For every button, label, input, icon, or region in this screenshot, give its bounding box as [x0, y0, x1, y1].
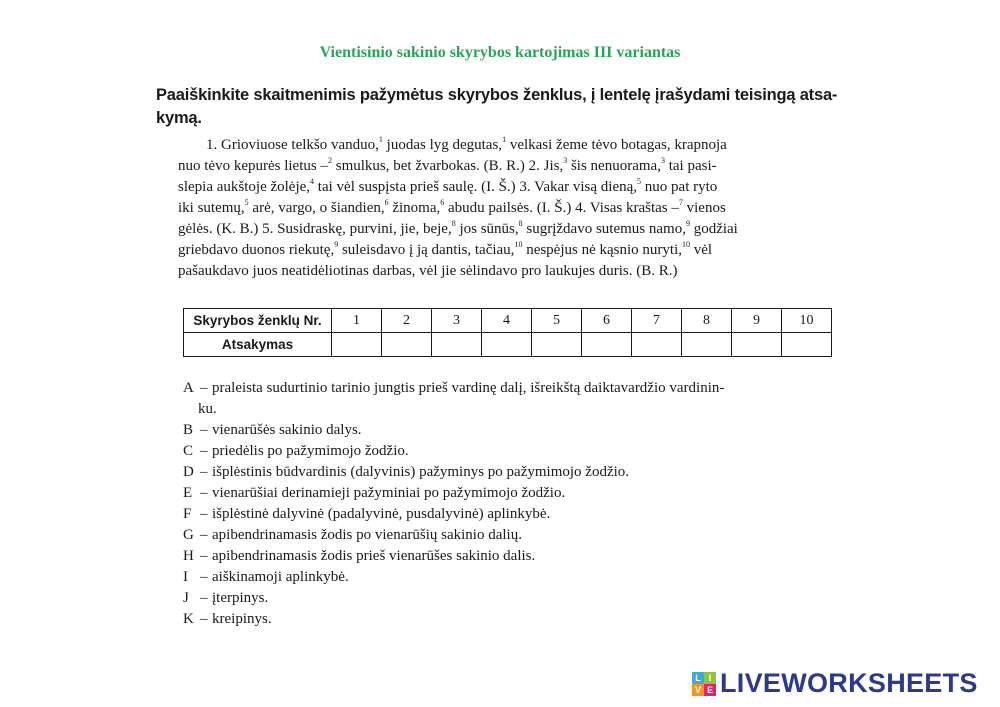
- option-item: [183, 462, 843, 483]
- number-cell: 6: [582, 309, 632, 333]
- option-dash: –: [200, 590, 208, 606]
- paragraph-text: smulkus, bet žvarbokas. (B. R.) 2. Jis,: [331, 158, 564, 174]
- option-letter: G: [183, 527, 194, 543]
- answer-row-label: Atsakymas: [184, 333, 332, 357]
- option-dash: –: [200, 485, 208, 501]
- option-text: vienarūšiai derinamieji pažyminiai po pažymimojo žodžio.: [212, 485, 566, 501]
- options-list: [183, 378, 843, 630]
- paragraph-text: gėlės. (K. B.) 5. Susidraskę, purvini, jie, beje,: [178, 221, 452, 237]
- option-dash: –: [200, 569, 208, 585]
- punctuation-mark-number: 3: [660, 156, 665, 165]
- paragraph-line: [178, 261, 834, 282]
- paragraph-text: 1. Grioviuose telkšo vanduo,: [206, 137, 379, 153]
- option-letter: I: [183, 569, 188, 585]
- option-letter: H: [183, 548, 194, 564]
- answer-row: [184, 333, 832, 357]
- option-item: [183, 504, 843, 525]
- paragraph-text: nuo pat ryto: [641, 179, 718, 195]
- paragraph-text: nuo tėvo kepurės lietus –: [178, 158, 328, 174]
- option-item: [183, 567, 843, 588]
- liveworksheets-logo: [692, 668, 978, 699]
- logo-mark-letter: L: [692, 672, 704, 684]
- option-letter: J: [183, 590, 189, 606]
- answer-cell-1[interactable]: [332, 333, 382, 357]
- instruction-line: kymą.: [156, 109, 202, 127]
- paragraph-text: pašaukdavo juos neatidėliotinas darbas, vėl jie sėlindavo pro laukujes duris. (B. R.): [178, 263, 678, 279]
- option-dash: –: [200, 548, 208, 564]
- paragraph-line: [178, 219, 834, 240]
- paragraph-text: nespėjus nė kąsnio nuryti,: [522, 242, 682, 258]
- paragraph-text: juodas lyg degutas,: [382, 137, 503, 153]
- option-text: išplėstinė dalyvinė (padalyvinė, pusdalyvinė) aplinkybė.: [212, 506, 551, 522]
- number-cell: 3: [432, 309, 482, 333]
- punctuation-mark-number: 10: [682, 240, 690, 249]
- paragraph-line: [178, 198, 834, 219]
- option-text: išplėstinis būdvardinis (dalyvinis) pažyminys po pažymimojo žodžio.: [212, 464, 630, 480]
- option-item: [183, 420, 843, 441]
- paragraph-line: [178, 240, 834, 261]
- option-dash: –: [200, 464, 208, 480]
- page-title: Vientisinio sakinio skyrybos kartojimas III variantas: [319, 44, 681, 61]
- answer-table: [183, 308, 832, 357]
- option-dash: –: [200, 611, 208, 627]
- option-letter: F: [183, 506, 192, 522]
- number-row-label: Skyrybos ženklų Nr.: [184, 309, 332, 333]
- option-letter: C: [183, 443, 194, 459]
- instruction: [156, 84, 840, 130]
- paragraph-text: žinoma,: [388, 200, 441, 216]
- answer-cell-2[interactable]: [382, 333, 432, 357]
- option-item: [183, 588, 843, 609]
- number-cell: 8: [682, 309, 732, 333]
- number-cell: 1: [332, 309, 382, 333]
- option-text: praleista sudurtinio tarinio jungtis prieš vardinę dalį, išreikštą daiktavardžio vardinin-: [212, 380, 725, 396]
- paragraph-text: iki sutemų,: [178, 200, 245, 216]
- punctuation-mark-number: 6: [440, 198, 445, 207]
- punctuation-mark-number: 1: [378, 135, 383, 144]
- answer-cell-4[interactable]: [482, 333, 532, 357]
- option-letter: D: [183, 464, 194, 480]
- paragraph-text: sugrįždavo sutemus namo,: [522, 221, 686, 237]
- exercise-paragraph: [178, 135, 834, 282]
- logo-mark-letter: E: [704, 684, 716, 696]
- logo-mark-letter: V: [692, 684, 704, 696]
- number-cell: 2: [382, 309, 432, 333]
- paragraph-text: jos sūnūs,: [455, 221, 519, 237]
- option-item: [183, 546, 843, 567]
- instruction-line: Paaiškinkite skaitmenimis pažymėtus skyrybos ženklus, į lentelę įrašydami teisingą atsa-: [156, 86, 838, 104]
- option-letter: K: [183, 611, 194, 627]
- paragraph-text: slepia aukštoje žolėje,: [178, 179, 311, 195]
- answer-cell-6[interactable]: [582, 333, 632, 357]
- paragraph-text: griebdavo duonos riekutę,: [178, 242, 335, 258]
- option-item: [183, 399, 843, 420]
- punctuation-mark-number: 4: [310, 177, 315, 186]
- logo-text: LIVEWORKSHEETS: [720, 668, 978, 698]
- punctuation-mark-number: 5: [637, 177, 642, 186]
- option-dash: –: [200, 506, 208, 522]
- punctuation-mark-number: 3: [563, 156, 568, 165]
- option-dash: –: [200, 422, 208, 438]
- number-cell: 7: [632, 309, 682, 333]
- option-text: apibendrinamasis žodis prieš vienarūšes sakinio dalis.: [212, 548, 536, 564]
- paragraph-text: abudu pailsės. (I. Š.) 4. Visas kraštas –: [444, 200, 679, 216]
- punctuation-mark-number: 2: [327, 156, 332, 165]
- paragraph-text: šis nenuorama,: [567, 158, 661, 174]
- punctuation-mark-number: 1: [502, 135, 507, 144]
- option-text: ku.: [198, 401, 217, 417]
- option-item: [183, 609, 843, 630]
- option-dash: –: [200, 527, 208, 543]
- answer-cell-10[interactable]: [782, 333, 832, 357]
- punctuation-mark-number: 5: [244, 198, 249, 207]
- option-item: [183, 525, 843, 546]
- paragraph-line: [178, 177, 834, 198]
- option-dash: –: [200, 380, 208, 396]
- option-text: įterpinys.: [212, 590, 269, 606]
- number-row: [184, 309, 832, 333]
- punctuation-mark-number: 6: [384, 198, 389, 207]
- option-letter: A: [183, 380, 194, 396]
- answer-cell-8[interactable]: [682, 333, 732, 357]
- option-item: [183, 483, 843, 504]
- answer-cell-9[interactable]: [732, 333, 782, 357]
- paragraph-line: [178, 156, 834, 177]
- option-item: [183, 441, 843, 462]
- number-cell: 5: [532, 309, 582, 333]
- option-text: priedėlis po pažymimojo žodžio.: [212, 443, 409, 459]
- option-text: aiškinamoji aplinkybė.: [212, 569, 349, 585]
- option-letter: E: [183, 485, 193, 501]
- paragraph-text: vienos: [682, 200, 726, 216]
- option-dash: –: [200, 443, 208, 459]
- paragraph-text: vėl: [690, 242, 713, 258]
- number-cell: 4: [482, 309, 532, 333]
- option-text: apibendrinamasis žodis po vienarūšių sakinio dalių.: [212, 527, 522, 543]
- punctuation-mark-number: 7: [678, 198, 683, 207]
- option-text: vienarūšės sakinio dalys.: [212, 422, 362, 438]
- punctuation-mark-number: 8: [451, 219, 456, 228]
- punctuation-mark-number: 9: [334, 240, 339, 249]
- option-item: [183, 378, 843, 399]
- number-cell: 10: [782, 309, 832, 333]
- logo-mark-icon: [692, 672, 716, 696]
- punctuation-mark-number: 10: [514, 240, 523, 249]
- punctuation-mark-number: 8: [518, 219, 523, 228]
- option-letter: B: [183, 422, 194, 438]
- paragraph-text: tai vėl suspįsta prieš saulę. (I. Š.) 3. Vakar visą dieną,: [314, 179, 638, 195]
- paragraph-text: velkasi žeme tėvo botagas, krapnoja: [506, 137, 727, 153]
- number-cell: 9: [732, 309, 782, 333]
- option-text: kreipinys.: [212, 611, 272, 627]
- answer-cell-7[interactable]: [632, 333, 682, 357]
- paragraph-text: suleisdavo į ją dantis, tačiau,: [338, 242, 515, 258]
- answer-cell-5[interactable]: [532, 333, 582, 357]
- punctuation-mark-number: 9: [685, 219, 690, 228]
- logo-mark-letter: I: [704, 672, 716, 684]
- paragraph-text: godžiai: [689, 221, 738, 237]
- paragraph-text: tai pasi-: [664, 158, 717, 174]
- answer-cell-3[interactable]: [432, 333, 482, 357]
- paragraph-text: arė, vargo, o šiandien,: [248, 200, 385, 216]
- paragraph-line: [178, 135, 834, 156]
